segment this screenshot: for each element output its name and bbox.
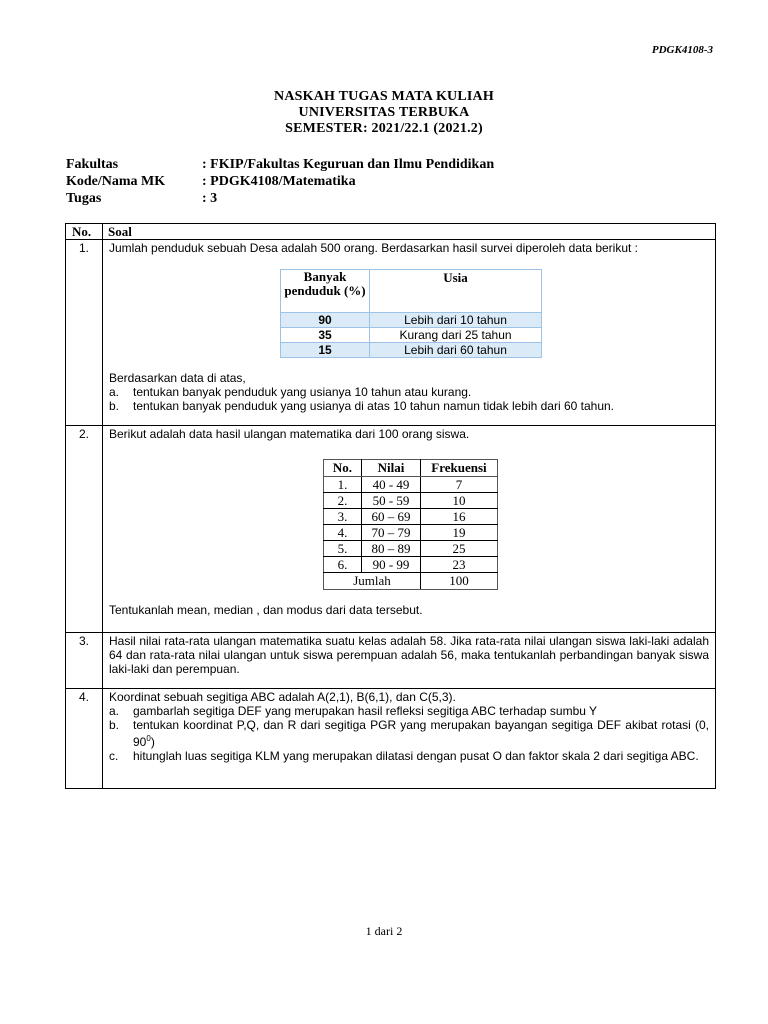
list-item [109, 718, 709, 749]
questions-table [65, 223, 716, 789]
table-row [281, 313, 542, 328]
item-letter: b. [109, 399, 120, 413]
age-range: Lebih dari 10 tahun [370, 313, 542, 328]
item-text-main: tentukan koordinat P,Q, dan R dari segitiga PGR yang merupakan bayangan segitiga DEF akibat rotasi (0, 90 [133, 718, 709, 749]
subquestion-list [109, 385, 709, 413]
list-item [109, 399, 709, 413]
item-text: tentukan banyak penduduk yang usianya 10 tahun atau kurang. [133, 385, 472, 399]
document-code: PDGK4108-3 [651, 44, 713, 56]
item-letter: a. [109, 704, 120, 718]
questions-header-row [66, 224, 716, 240]
item-letter: a. [109, 385, 120, 399]
table-row [324, 493, 498, 509]
list-item [109, 704, 709, 718]
meta-row-tugas [66, 190, 494, 207]
total-label: Jumlah [324, 573, 421, 590]
population-pct: 15 [281, 343, 370, 358]
item-text: tentukan banyak penduduk yang usianya di atas 10 tahun namun tidak lebih dari 60 tahun. [133, 399, 615, 413]
question-number: 3. [66, 633, 103, 689]
subquestion-list [109, 704, 709, 763]
row-nilai: 50 - 59 [362, 493, 421, 509]
row-nilai: 70 – 79 [362, 525, 421, 541]
population-pct: 35 [281, 328, 370, 343]
row-no: 1. [324, 477, 362, 493]
row-nilai: 80 – 89 [362, 541, 421, 557]
question-body [103, 426, 716, 633]
meta-row-kode [66, 173, 494, 190]
item-text-end: ) [150, 735, 155, 749]
age-range: Kurang dari 25 tahun [370, 328, 542, 343]
meta-key: Tugas [66, 191, 102, 206]
question-intro: Jumlah penduduk sebuah Desa adalah 500 orang. Berdasarkan hasil survei diperoleh data berikut : [109, 241, 639, 255]
question-row-1 [66, 240, 716, 426]
course-meta [66, 156, 494, 207]
score-frequency-table [323, 459, 498, 590]
population-pct: 90 [281, 313, 370, 328]
title-line-3: SEMESTER: 2021/22.1 (2021.2) [285, 121, 483, 136]
question-row-2 [66, 426, 716, 633]
meta-row-fakultas [66, 156, 494, 173]
row-no: 3. [324, 509, 362, 525]
row-frekuensi: 25 [421, 541, 498, 557]
title-line-2: UNIVERSITAS TERBUKA [298, 105, 470, 120]
table-row [324, 557, 498, 573]
question-body [103, 633, 716, 689]
meta-value: : 3 [202, 191, 218, 206]
question-number: 1. [66, 240, 103, 426]
header-soal: Soal [103, 224, 716, 240]
table-row [324, 477, 498, 493]
meta-key: Fakultas [66, 157, 119, 172]
page-number: 1 dari 2 [365, 924, 403, 938]
list-item [109, 749, 709, 763]
row-frekuensi: 23 [421, 557, 498, 573]
item-letter: b. [109, 718, 120, 732]
meta-value: : PDGK4108/Matematika [202, 174, 356, 189]
row-frekuensi: 10 [421, 493, 498, 509]
meta-key: Kode/Nama MK [66, 174, 166, 189]
item-text [133, 718, 709, 749]
row-nilai: 90 - 99 [362, 557, 421, 573]
item-text: gambarlah segitiga DEF yang merupakan hasil refleksi segitiga ABC terhadap sumbu Y [133, 704, 598, 718]
item-text: hitunglah luas segitiga KLM yang merupakan dilatasi dengan pusat O dan faktor skala 2 dari segitiga ABC. [133, 749, 699, 763]
table-row [324, 541, 498, 557]
list-item [109, 385, 709, 399]
total-value: 100 [421, 573, 498, 590]
question-text: Tentukanlah mean, median , dan modus dari data tersebut. [109, 603, 423, 617]
row-nilai: 40 - 49 [362, 477, 421, 493]
question-number: 4. [66, 689, 103, 789]
age-col-header: Usia [370, 270, 542, 313]
row-frekuensi: 7 [421, 477, 498, 493]
question-number: 2. [66, 426, 103, 633]
meta-value: : FKIP/Fakultas Keguruan dan Ilmu Pendidikan [202, 157, 495, 172]
row-no: 6. [324, 557, 362, 573]
table-total-row [324, 573, 498, 590]
question-intro: Berikut adalah data hasil ulangan matematika dari 100 orang siswa. [109, 427, 470, 441]
table-row [324, 525, 498, 541]
table-row [281, 343, 542, 358]
row-frekuensi: 16 [421, 509, 498, 525]
col-header-no: No. [324, 460, 362, 477]
question-intro: Koordinat sebuah segitiga ABC adalah A(2,1), B(6,1), dan C(5,3). [109, 690, 456, 704]
question-body [103, 689, 716, 789]
population-table [280, 269, 542, 358]
degree-superscript: 0 [146, 734, 151, 743]
table-row [324, 509, 498, 525]
population-col-header: Banyak penduduk (%) [281, 270, 370, 313]
header-no: No. [66, 224, 103, 240]
title-block [0, 89, 768, 137]
question-body [103, 240, 716, 426]
question-row-4 [66, 689, 716, 789]
col-header-frekuensi: Frekuensi [421, 460, 498, 477]
row-frekuensi: 19 [421, 525, 498, 541]
title-line-1: NASKAH TUGAS MATA KULIAH [274, 89, 494, 104]
table-row [281, 328, 542, 343]
age-range: Lebih dari 60 tahun [370, 343, 542, 358]
row-nilai: 60 – 69 [362, 509, 421, 525]
row-no: 2. [324, 493, 362, 509]
question-text: Hasil nilai rata-rata ulangan matematika suatu kelas adalah 58. Jika rata-rata nilai ulangan siswa laki-laki adalah 64 dan rata-rata nilai ulangan untuk siswa perempuan adalah 56, maka tentukanlah perbandingan banyak siswa laki-laki dan perempuan. [109, 634, 709, 676]
row-no: 4. [324, 525, 362, 541]
question-row-3 [66, 633, 716, 689]
row-no: 5. [324, 541, 362, 557]
item-letter: c. [109, 749, 119, 763]
col-header-nilai: Nilai [362, 460, 421, 477]
question-lead: Berdasarkan data di atas, [109, 371, 246, 385]
